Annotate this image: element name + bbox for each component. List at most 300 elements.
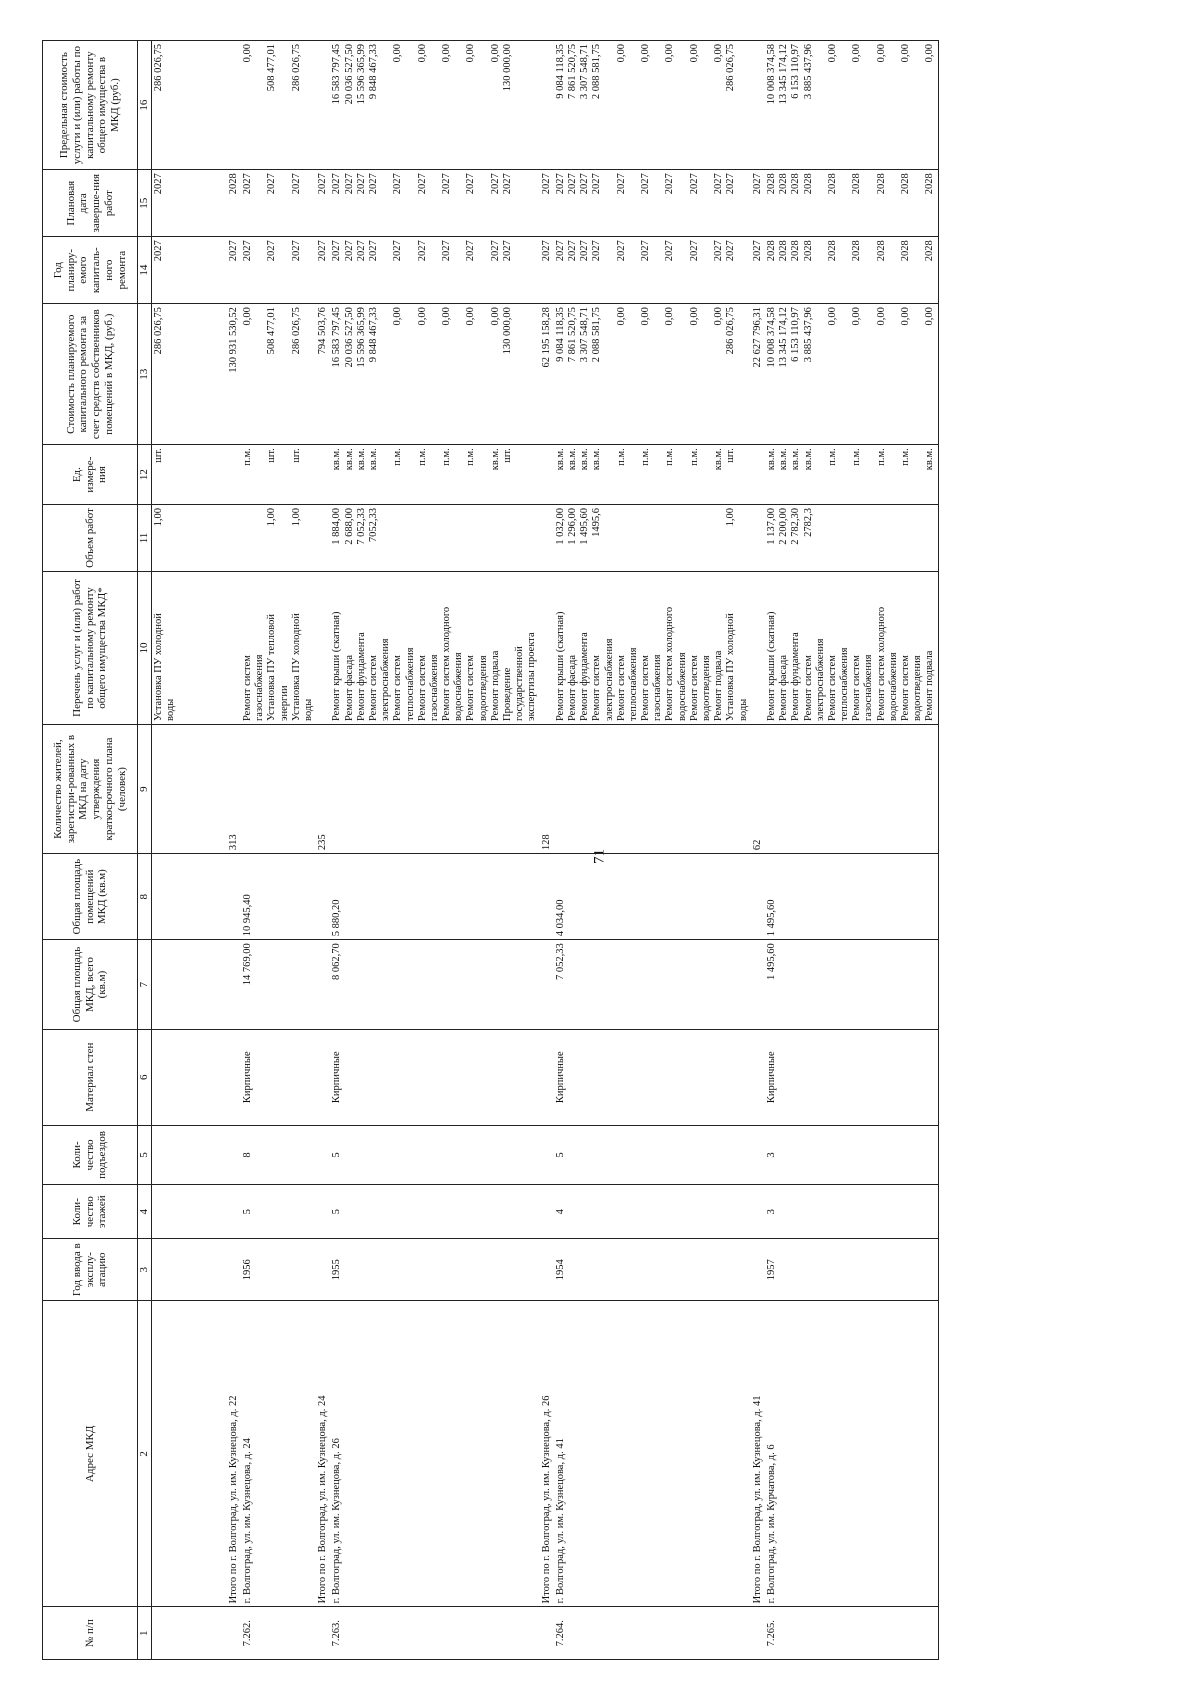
row-number-cell bbox=[330, 1607, 539, 1660]
cell-line: 2027 bbox=[266, 240, 278, 262]
wall-material-cell bbox=[316, 1029, 330, 1125]
cell-value bbox=[153, 1129, 165, 1182]
column-number: 9 bbox=[138, 725, 152, 854]
cell-value: Кирпичные bbox=[331, 1051, 343, 1104]
cell-line bbox=[165, 44, 177, 166]
column-number: 5 bbox=[138, 1125, 152, 1185]
cell-line bbox=[380, 240, 392, 300]
cell-line: 15 596 365,99 bbox=[355, 44, 367, 105]
cell-line bbox=[677, 508, 689, 568]
cell-value bbox=[752, 1129, 764, 1182]
cell-line: 2027 bbox=[441, 173, 453, 195]
cell-line: 0,00 bbox=[900, 44, 911, 63]
cell-line bbox=[429, 173, 441, 233]
cell-line: Итого по г. Волгоград, ул. им. Кузнецова, д. 22 bbox=[227, 1395, 239, 1604]
cell-line bbox=[453, 307, 465, 441]
address-cell bbox=[316, 1301, 330, 1607]
cell-line bbox=[405, 44, 417, 166]
work-list-cell bbox=[751, 571, 765, 724]
cell-line: п.м. bbox=[826, 448, 838, 466]
repair-year-cell bbox=[241, 237, 316, 304]
cell-line: 794 503,76 bbox=[317, 307, 329, 355]
cell-line bbox=[380, 508, 392, 568]
floors-cell bbox=[330, 1185, 539, 1239]
year-built-cell bbox=[765, 1239, 938, 1301]
cell-line: 2027 bbox=[554, 173, 566, 195]
cell-line bbox=[912, 508, 924, 568]
cell-line: 0,00 bbox=[713, 44, 725, 63]
cell-line: 286 026,75 bbox=[725, 44, 737, 92]
cell-value bbox=[228, 1610, 240, 1656]
cell-line: 2028 bbox=[790, 240, 802, 262]
cell-line: 2027 bbox=[242, 240, 254, 262]
cell-line: 2028 bbox=[826, 240, 838, 262]
cell-line: Ремонт систем холодного bbox=[875, 606, 887, 722]
cell-line: 0,00 bbox=[826, 44, 838, 63]
cell-line bbox=[526, 508, 538, 568]
cell-line bbox=[417, 508, 429, 568]
cell-value bbox=[153, 1033, 165, 1122]
cell-value: 3 bbox=[765, 1152, 777, 1158]
unit-cell bbox=[540, 445, 554, 505]
cell-line: 2027 bbox=[465, 173, 477, 195]
cell-line: Ремонт систем bbox=[851, 655, 863, 722]
premises-area-cell bbox=[241, 854, 316, 940]
cell-line bbox=[839, 508, 851, 568]
cell-line bbox=[478, 448, 490, 501]
cell-line: п.м. bbox=[416, 448, 428, 466]
cell-line bbox=[254, 44, 266, 166]
cell-value bbox=[317, 1129, 329, 1182]
cell-value bbox=[153, 857, 165, 936]
cell-line: кв.м. bbox=[802, 448, 814, 471]
cell-line bbox=[652, 307, 664, 441]
row-number-cell bbox=[765, 1607, 938, 1660]
cell-line bbox=[677, 44, 689, 166]
cell-line: 1 884,00 bbox=[331, 508, 343, 545]
cell-line: 2027 bbox=[441, 240, 453, 262]
cell-line: 1495,6 bbox=[591, 508, 603, 537]
cell-line: Ремонт систем bbox=[826, 655, 838, 722]
cell-line: Ремонт систем холодного bbox=[441, 606, 453, 722]
cell-value: 1 495,60 bbox=[765, 899, 777, 937]
capital-repair-table bbox=[42, 40, 939, 1660]
total-area-cell bbox=[330, 940, 539, 1030]
cell-line: 2027 bbox=[540, 240, 552, 262]
year-built-cell bbox=[540, 1239, 554, 1301]
cell-line: 2028 bbox=[924, 240, 936, 262]
cell-line: Ремонт крыши (скатная) bbox=[765, 611, 777, 722]
table-row bbox=[554, 41, 751, 1660]
column-header: Общая площадь помещений МКД (кв.м) bbox=[43, 854, 138, 940]
cell-line: 2027 bbox=[566, 240, 578, 262]
entrances-cell bbox=[751, 1125, 765, 1185]
cell-line: 7 861 520,75 bbox=[566, 307, 578, 363]
cell-line bbox=[526, 44, 538, 166]
cell-line: 2027 bbox=[502, 173, 513, 195]
work-volume-cell bbox=[540, 505, 554, 572]
cell-line bbox=[279, 307, 291, 441]
cell-value: 4 bbox=[554, 1209, 566, 1215]
cell-value: 5 bbox=[242, 1209, 254, 1215]
cell-line bbox=[924, 508, 936, 568]
cell-value: Кирпичные bbox=[554, 1051, 566, 1104]
cell-value bbox=[752, 1033, 764, 1122]
cell-value bbox=[228, 943, 240, 1026]
unit-cell bbox=[151, 445, 227, 505]
cell-line bbox=[228, 44, 240, 166]
cell-value: 8 bbox=[242, 1152, 254, 1158]
cell-line: 2028 bbox=[765, 173, 777, 195]
cell-line: 2028 bbox=[875, 240, 887, 262]
cell-line bbox=[405, 508, 417, 568]
cell-line: 2027 bbox=[266, 173, 278, 195]
cell-line: 0,00 bbox=[441, 44, 453, 63]
cell-line: 286 026,75 bbox=[152, 44, 164, 92]
cell-line bbox=[502, 508, 514, 568]
cell-line bbox=[279, 508, 291, 568]
cell-line bbox=[604, 44, 616, 166]
cell-line bbox=[177, 1304, 189, 1603]
address-cell bbox=[241, 1301, 316, 1607]
column-header: Адрес МКД bbox=[43, 1301, 138, 1607]
cell-line bbox=[405, 307, 417, 441]
cell-line bbox=[279, 240, 291, 300]
column-number: 6 bbox=[138, 1029, 152, 1125]
cell-line bbox=[303, 508, 315, 568]
cell-line bbox=[526, 240, 538, 300]
cell-value bbox=[752, 1610, 764, 1656]
cell-line bbox=[153, 1304, 165, 1603]
cell-line: 2027 bbox=[317, 173, 329, 195]
cell-line: шт. bbox=[502, 448, 513, 463]
work-volume-cell bbox=[241, 505, 316, 572]
cell-line: 0,00 bbox=[924, 307, 936, 326]
table-row bbox=[765, 41, 938, 1660]
cell-line: 2027 bbox=[579, 173, 591, 195]
cell-value bbox=[752, 943, 764, 1026]
cell-line bbox=[701, 448, 713, 501]
cell-line: 0,00 bbox=[713, 307, 725, 326]
cell-line bbox=[863, 508, 875, 568]
cell-line: 2028 bbox=[765, 240, 777, 262]
cell-line bbox=[405, 173, 417, 233]
cell-line: электроснабжения bbox=[603, 638, 615, 722]
cell-value bbox=[752, 1242, 764, 1297]
cell-line: газоснабжения bbox=[652, 654, 664, 722]
cell-line: электроснабжения bbox=[814, 638, 826, 722]
cell-line bbox=[242, 508, 254, 568]
cell-line: 2027 bbox=[566, 173, 578, 195]
cell-line: 9 084 118,35 bbox=[554, 307, 566, 362]
cell-line: 2027 bbox=[540, 173, 552, 195]
cell-line bbox=[380, 448, 392, 501]
cost-cell bbox=[241, 304, 316, 445]
cell-line bbox=[640, 508, 652, 568]
column-header: Год планиру-емого капиталь-ного ремонта bbox=[43, 237, 138, 304]
cell-line bbox=[738, 173, 750, 233]
cell-line: 2027 bbox=[579, 240, 591, 262]
column-number: 7 bbox=[138, 940, 152, 1030]
cell-line: 2 200,00 bbox=[778, 508, 790, 545]
cell-line bbox=[738, 508, 750, 568]
row-number-cell bbox=[227, 1607, 241, 1660]
cell-line: 2027 bbox=[554, 240, 566, 262]
work-volume-cell bbox=[330, 505, 539, 572]
cell-line bbox=[839, 240, 851, 300]
work-volume-cell bbox=[751, 505, 765, 572]
table-row bbox=[540, 41, 554, 1660]
row-number-cell bbox=[241, 1607, 316, 1660]
cell-line: 2028 bbox=[778, 240, 790, 262]
cell-line: 2027 bbox=[640, 173, 652, 195]
cell-line bbox=[490, 508, 502, 568]
work-volume-cell bbox=[227, 505, 241, 572]
row-number-cell bbox=[554, 1607, 751, 1660]
cell-line bbox=[453, 240, 465, 300]
table-row bbox=[316, 41, 330, 1660]
cell-line: газоснабжения bbox=[254, 654, 266, 722]
cell-line bbox=[405, 448, 417, 501]
cell-line: 0,00 bbox=[465, 44, 477, 63]
cell-line: водоотведения bbox=[912, 655, 924, 722]
cell-line: шт. bbox=[725, 448, 737, 463]
residents-cell bbox=[751, 725, 765, 854]
cell-line: 3 885 437,96 bbox=[802, 44, 814, 100]
total-area-cell bbox=[554, 940, 751, 1030]
cell-line bbox=[541, 508, 553, 568]
max-cost-cell bbox=[554, 41, 751, 170]
cell-line: 2027 bbox=[615, 240, 627, 262]
cell-value bbox=[228, 1242, 240, 1297]
cell-line: воды bbox=[737, 698, 749, 722]
cell-line: Установка ПУ тепловой bbox=[266, 613, 278, 722]
cell-line: 1 032,00 bbox=[554, 508, 566, 545]
cell-line: п.м. bbox=[242, 448, 254, 466]
cell-line: Ремонт подвала bbox=[924, 650, 936, 722]
premises-area-cell bbox=[330, 854, 539, 940]
entrances-cell bbox=[765, 1125, 938, 1185]
cell-line: 0,00 bbox=[664, 44, 676, 63]
cell-line bbox=[254, 173, 266, 233]
cell-line bbox=[628, 508, 640, 568]
cell-line: 2027 bbox=[591, 240, 603, 262]
cell-value: 5 880,20 bbox=[331, 899, 343, 937]
cell-line: п.м. bbox=[664, 448, 676, 466]
cell-line: 286 026,75 bbox=[290, 44, 302, 92]
row-number-cell bbox=[316, 1607, 330, 1660]
column-header: № п/п bbox=[43, 1607, 138, 1660]
cell-line: водоотведения bbox=[701, 655, 712, 722]
column-header: Объем работ bbox=[43, 505, 138, 572]
cell-line bbox=[815, 44, 827, 166]
floors-cell bbox=[227, 1185, 241, 1239]
residents-cell bbox=[151, 725, 227, 854]
cell-line bbox=[228, 448, 240, 501]
cell-line: 0,00 bbox=[489, 44, 501, 63]
unit-cell bbox=[241, 445, 316, 505]
cell-line: Ремонт систем холодного bbox=[664, 606, 676, 722]
cell-value bbox=[766, 728, 778, 850]
cell-line: 0,00 bbox=[615, 307, 627, 326]
cell-line: 508 477,01 bbox=[266, 307, 278, 355]
cell-line: 0,00 bbox=[688, 44, 700, 63]
cell-line bbox=[912, 307, 924, 441]
cell-line: водоснабжения bbox=[676, 652, 688, 722]
cell-line bbox=[453, 173, 465, 233]
cell-line bbox=[514, 508, 526, 568]
max-cost-cell bbox=[151, 41, 227, 170]
year-built-cell bbox=[330, 1239, 539, 1301]
column-header: Предельная стоимость услуги и (или) работы по капитальному ремонту общего имущества в МКД (руб.) bbox=[43, 41, 138, 170]
cell-line: Ремонт подвала bbox=[489, 650, 501, 722]
cell-line: 2027 bbox=[331, 240, 343, 262]
floors-cell bbox=[751, 1185, 765, 1239]
cell-line bbox=[254, 240, 266, 300]
cell-line bbox=[815, 307, 827, 441]
cell-line: 2 688,00 bbox=[343, 508, 355, 545]
cell-line: 2027 bbox=[331, 173, 343, 195]
cell-value bbox=[541, 1610, 553, 1656]
premises-area-cell bbox=[227, 854, 241, 940]
cell-line: электроснабжения bbox=[380, 638, 392, 722]
cell-line: кв.м. bbox=[591, 448, 603, 471]
cell-line bbox=[752, 448, 764, 501]
cell-line: 1,00 bbox=[152, 508, 164, 527]
cell-line: 0,00 bbox=[688, 307, 700, 326]
cell-line: 3 307 548,71 bbox=[579, 44, 591, 100]
cell-line: 2027 bbox=[489, 173, 501, 195]
cell-line bbox=[827, 508, 839, 568]
cell-line: 286 026,75 bbox=[725, 307, 737, 355]
cell-line: кв.м. bbox=[924, 448, 936, 471]
completion-date-cell bbox=[554, 170, 751, 237]
work-list-cell bbox=[765, 571, 938, 724]
cell-line bbox=[514, 448, 526, 501]
cell-value: 1955 bbox=[331, 1259, 343, 1281]
work-list-cell bbox=[554, 571, 751, 724]
cell-line: кв.м. bbox=[765, 448, 777, 471]
cell-line: 7 052,33 bbox=[355, 508, 367, 545]
cell-line: кв.м. bbox=[331, 448, 343, 471]
cell-line: 130 000,00 bbox=[502, 44, 513, 92]
cell-line bbox=[526, 173, 538, 233]
repair-year-cell bbox=[316, 237, 330, 304]
cell-line: 2027 bbox=[152, 240, 164, 262]
cell-line: шт. bbox=[290, 448, 302, 463]
wall-material-cell bbox=[751, 1029, 765, 1125]
cell-line: 2027 bbox=[615, 173, 627, 195]
unit-cell bbox=[554, 445, 751, 505]
cell-line bbox=[303, 240, 315, 300]
cell-line: 0,00 bbox=[664, 307, 676, 326]
work-list-cell bbox=[330, 571, 539, 724]
floors-cell bbox=[765, 1185, 938, 1239]
entrances-cell bbox=[227, 1125, 241, 1185]
cell-line: Ремонт систем bbox=[465, 655, 477, 722]
address-cell bbox=[330, 1301, 539, 1607]
cell-line bbox=[815, 448, 827, 501]
cell-line: 2027 bbox=[392, 173, 404, 195]
cell-line bbox=[752, 575, 764, 721]
cell-line: 2028 bbox=[851, 173, 863, 195]
total-area-cell bbox=[540, 940, 554, 1030]
cell-line: Ремонт систем bbox=[416, 655, 428, 722]
column-number: 1 bbox=[138, 1607, 152, 1660]
cell-line: 2782,3 bbox=[802, 508, 814, 537]
address-cell bbox=[554, 1301, 751, 1607]
cell-line bbox=[815, 173, 827, 233]
cell-value bbox=[752, 1188, 764, 1235]
cell-value bbox=[228, 857, 240, 936]
cell-line: 16 583 797,45 bbox=[331, 307, 343, 368]
column-header: Коли-чество этажей bbox=[43, 1185, 138, 1239]
rotated-table-sheet bbox=[42, 40, 1157, 1660]
cell-line: 2027 bbox=[688, 240, 700, 262]
cell-line bbox=[863, 240, 875, 300]
cell-line bbox=[279, 44, 291, 166]
cell-line: энергии bbox=[278, 685, 290, 722]
cell-value bbox=[153, 1188, 165, 1235]
year-built-cell bbox=[751, 1239, 765, 1301]
cell-line bbox=[514, 307, 526, 441]
column-number: 13 bbox=[138, 304, 152, 445]
completion-date-cell bbox=[316, 170, 330, 237]
cell-line bbox=[851, 508, 863, 568]
column-header: Общая площадь МКД, всего (кв.м) bbox=[43, 940, 138, 1030]
cell-line bbox=[888, 44, 900, 166]
cell-value: 128 bbox=[540, 834, 552, 851]
cell-line: п.м. bbox=[640, 448, 652, 466]
cell-line: 0,00 bbox=[851, 44, 863, 63]
cell-line bbox=[604, 307, 616, 441]
cell-line bbox=[165, 307, 177, 441]
cell-line: п.м. bbox=[441, 448, 453, 466]
cell-line: 2027 bbox=[290, 240, 302, 262]
premises-area-cell bbox=[151, 854, 227, 940]
cell-value bbox=[228, 1033, 240, 1122]
cell-line: п.м. bbox=[688, 448, 700, 466]
address-cell bbox=[227, 1301, 241, 1607]
cell-line: Установка ПУ холодной bbox=[290, 613, 302, 722]
cell-line: кв.м. bbox=[367, 448, 379, 471]
column-number: 4 bbox=[138, 1185, 152, 1239]
repair-year-cell bbox=[151, 237, 227, 304]
cell-line: 2027 bbox=[343, 240, 355, 262]
cell-line bbox=[429, 44, 441, 166]
cell-value: 3 bbox=[765, 1209, 777, 1215]
cell-line bbox=[701, 307, 713, 441]
cell-line bbox=[888, 508, 900, 568]
cell-line bbox=[738, 448, 750, 501]
unit-cell bbox=[316, 445, 330, 505]
cell-line bbox=[317, 575, 329, 721]
cell-line bbox=[514, 240, 526, 300]
cell-line: 0,00 bbox=[392, 44, 404, 63]
max-cost-cell bbox=[540, 41, 554, 170]
cell-line: 1 137,00 bbox=[765, 508, 777, 545]
cell-value bbox=[541, 1242, 553, 1297]
residents-cell bbox=[554, 725, 751, 854]
cell-line: 130 931 530,52 bbox=[227, 307, 239, 373]
cell-line bbox=[713, 508, 725, 568]
table-row bbox=[151, 41, 227, 1660]
residents-cell bbox=[765, 725, 938, 854]
row-number-cell bbox=[151, 1607, 227, 1660]
cell-line: 2027 bbox=[355, 240, 367, 262]
completion-date-cell bbox=[540, 170, 554, 237]
max-cost-cell bbox=[241, 41, 316, 170]
